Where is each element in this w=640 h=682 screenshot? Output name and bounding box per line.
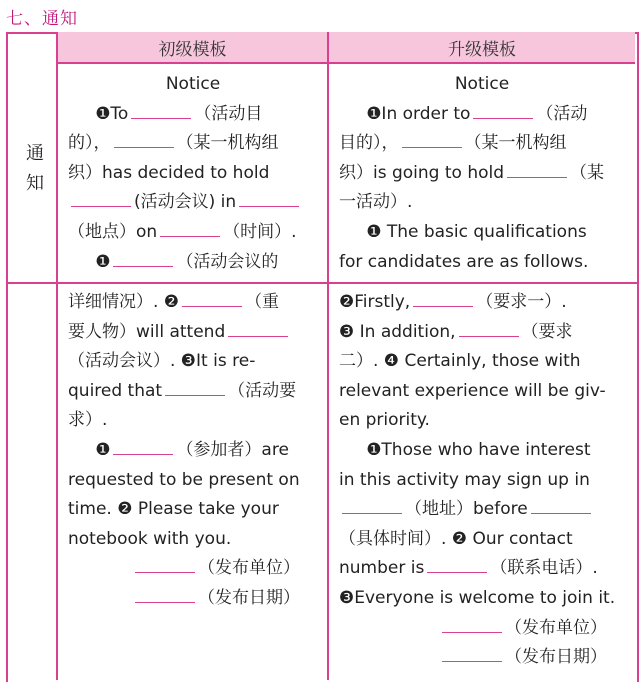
blank-line	[342, 495, 402, 514]
side-label: 通知	[23, 143, 44, 203]
advanced-template-lower	[339, 288, 625, 673]
blank-line	[442, 614, 502, 633]
advanced-line: in this activity may sign up in	[339, 469, 590, 490]
blank-line	[114, 129, 174, 148]
basic-line: （地点）on （时间）.	[68, 218, 318, 248]
blank-line	[239, 188, 299, 207]
advanced-signature-date: （发布日期）	[339, 643, 625, 673]
blank-line	[131, 100, 191, 119]
blank-line	[427, 554, 487, 573]
blank-line	[135, 584, 195, 603]
advanced-line: （具体时间）. ❷ Our contact	[339, 528, 573, 549]
advanced-line: （地址）before	[339, 495, 625, 525]
advanced-signature-unit: （发布单位）	[339, 614, 625, 644]
blank-line	[228, 318, 288, 337]
basic-notice-title: Notice	[165, 74, 221, 94]
blank-line	[113, 248, 173, 267]
basic-template-upper	[68, 70, 318, 277]
blank-line	[473, 100, 533, 119]
basic-line: (活动会议) in	[68, 188, 318, 218]
column-divider-middle	[327, 32, 329, 680]
basic-template-lower	[68, 288, 318, 614]
blank-line	[165, 377, 225, 396]
advanced-line: ❶In order to （活动	[339, 100, 625, 130]
basic-line: time. ❷ Please take your	[68, 499, 279, 520]
basic-line: 求）.	[68, 410, 108, 431]
basic-line: notebook with you.	[68, 528, 232, 549]
advanced-line: ❶ The basic qualifications	[366, 221, 587, 242]
advanced-line: ❶Those who have interest	[366, 439, 591, 460]
blank-line	[113, 436, 173, 455]
section-title: 七、通知	[6, 9, 78, 29]
advanced-line: ❸Everyone is welcome to join it.	[339, 587, 616, 608]
blank-line	[71, 188, 131, 207]
advanced-line: 一活动）.	[339, 192, 413, 213]
advanced-line: ❸ In addition, （要求	[339, 318, 625, 348]
blank-line	[442, 643, 502, 662]
advanced-line: 二）. ❹ Certainly, those with	[339, 351, 581, 372]
blank-line	[402, 129, 462, 148]
advanced-line: en priority.	[339, 410, 430, 431]
basic-line: quired that （活动要	[68, 377, 318, 407]
basic-line: 要人物）will attend	[68, 318, 318, 348]
advanced-notice-title: Notice	[454, 74, 510, 94]
basic-signature-date: （发布日期）	[68, 584, 318, 614]
blank-line	[459, 318, 519, 337]
row-divider	[6, 282, 637, 284]
advanced-template-upper	[339, 70, 625, 277]
side-label-cell	[8, 64, 58, 282]
basic-line: ❶ （参加者）are	[68, 436, 318, 466]
basic-line: requested to be present on	[68, 469, 300, 490]
header-basic-template: 初级模板	[58, 32, 327, 64]
blank-line	[531, 495, 591, 514]
advanced-line: number is （联系电话）.	[339, 554, 625, 584]
basic-line: （活动会议）. ❸It is re-	[68, 351, 256, 372]
blank-line	[135, 554, 195, 573]
advanced-line: ❷Firstly, （要求一）.	[339, 288, 625, 318]
basic-line: 织）has decided to hold	[68, 162, 270, 183]
blank-line	[413, 288, 473, 307]
blank-line	[507, 159, 567, 178]
advanced-line: for candidates are as follows.	[339, 251, 589, 272]
advanced-line: 目的）， （某一机构组	[339, 129, 625, 159]
advanced-line: relevant experience will be giv-	[339, 380, 606, 401]
advanced-line: 织）is going to hold （某	[339, 159, 625, 189]
basic-line: 的）， （某一机构组	[68, 129, 318, 159]
basic-signature-unit: （发布单位）	[68, 554, 318, 584]
blank-line	[182, 288, 242, 307]
blank-line	[160, 218, 220, 237]
header-advanced-template: 升级模板	[329, 32, 635, 64]
basic-line: ❶ （活动会议的	[68, 248, 318, 278]
basic-line: 详细情况）. ❷ （重	[68, 288, 318, 318]
basic-line: ❶To （活动目	[68, 100, 318, 130]
